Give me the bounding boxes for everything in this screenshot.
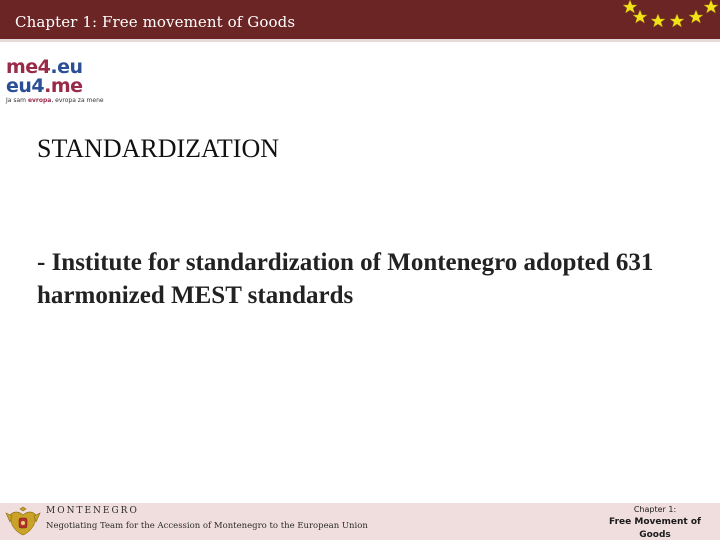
- logo-eu4: eu4: [6, 75, 45, 97]
- header-bar: [0, 0, 720, 42]
- montenegro-coat-of-arms-icon: [4, 503, 42, 540]
- footer-chapter-line-2: Free Movement of Goods: [609, 517, 701, 540]
- footer-chapter-line-1: Chapter 1:: [633, 505, 677, 514]
- logo-eu-domain: .eu: [50, 56, 83, 78]
- footer-country: MONTENEGRO: [46, 506, 139, 516]
- logo-tagline: Ja sam evropa, evropa za mene: [6, 97, 104, 104]
- me4eu-logo: [6, 56, 104, 104]
- logo-line-2: [6, 77, 96, 96]
- eu-stars-icon: [610, 0, 720, 32]
- footer-chapter-label: [598, 503, 712, 542]
- footer-team-name: Negotiating Team for the Accession of Montenegro to the European Union: [46, 521, 368, 531]
- header-title: Chapter 1: Free movement of Goods: [15, 13, 296, 31]
- slide-body-text: - Institute for standardization of Montenegro adopted 631 harmonized MEST standards: [37, 249, 654, 309]
- slide-heading: STANDARDIZATION: [37, 134, 280, 163]
- logo-me-domain: .me: [44, 75, 83, 97]
- logo-me4: me4: [6, 56, 51, 78]
